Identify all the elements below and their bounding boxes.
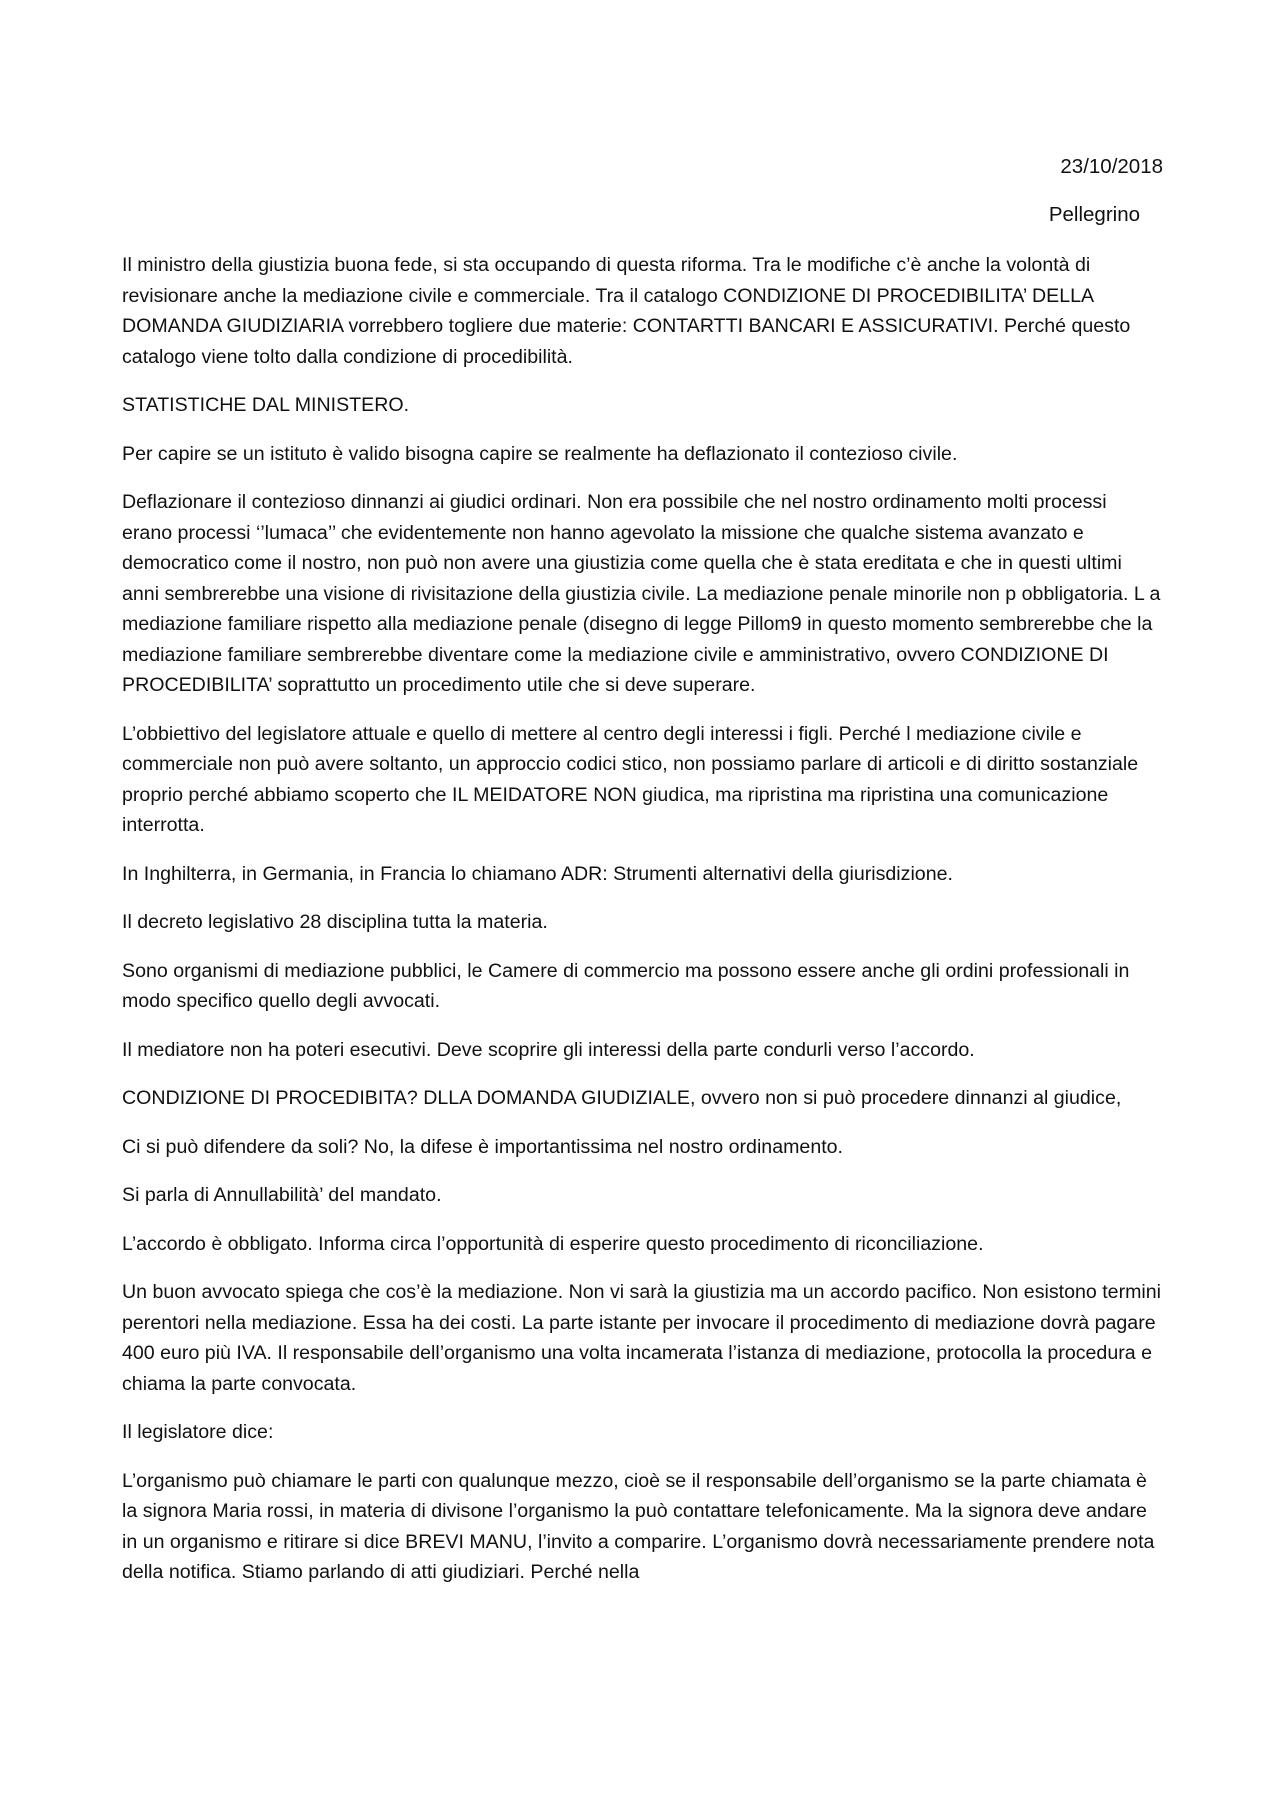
document-author: Pellegrino bbox=[1048, 203, 1140, 226]
paragraph-obbiettivo: L’obbiettivo del legislatore attuale e quello di mettere al centro degli interessi i figli. Perché l mediazione civile e commerciale non può avere soltanto, un approccio codici stico, non possiamo parlare di articoli e di diritto sostanziale proprio perché abbiamo scoperto che IL MEIDATORE NON giudica, ma ripristina ma ripristina una comunicazione interrotta. bbox=[122, 722, 1139, 836]
document-date: 23/10/2018 bbox=[1060, 155, 1163, 178]
paragraph-annullabilita: Si parla di Annullabilità’ del mandato. bbox=[122, 1184, 442, 1206]
paragraph-avvocato: Un buon avvocato spiega che cos’è la mediazione. Non vi sarà la giustizia ma un accordo pacifico. Non esistono termini perentori nella mediazione. Essa ha dei costi. La parte istante per invocare il procedimento di mediazione dovrà pagare 400 euro più IVA. Il responsabile dell’organismo una volta incamerata l’istanza di mediazione, protocolla la procedura e chiama la parte convocata. bbox=[122, 1281, 1162, 1395]
document-body bbox=[122, 250, 1162, 1606]
paragraph-adr: In Inghilterra, in Germania, in Francia lo chiamano ADR: Strumenti alternativi della giurisdizione. bbox=[122, 862, 953, 885]
paragraph-mediatore: Il mediatore non ha poteri esecutivi. Deve scoprire gli interessi della parte condurli verso l’accordo. bbox=[122, 1038, 975, 1061]
paragraph-difesa: Ci si può difendere da soli? No, la difese è importantissima nel nostro ordinamento. bbox=[122, 1135, 843, 1158]
paragraph-organismi: Sono organismi di mediazione pubblici, le Camere di commercio ma possono essere anche gli ordini professionali in modo specifico quello degli avvocati. bbox=[122, 959, 1130, 1012]
paragraph-statistiche: STATISTICHE DAL MINISTERO. bbox=[122, 394, 410, 416]
paragraph-decreto: Il decreto legislativo 28 disciplina tutta la materia. bbox=[122, 911, 548, 933]
paragraph-condizione: CONDIZIONE DI PROCEDIBITA? DLLA DOMANDA GIUDIZIALE, ovvero non si può procedere dinnanzi al giudice, bbox=[122, 1087, 1122, 1109]
paragraph-accordo: L’accordo è obbligato. Informa circa l’opportunità di esperire questo procedimento di riconciliazione. bbox=[122, 1232, 984, 1255]
paragraph-riforma: Il ministro della giustizia buona fede, si sta occupando di questa riforma. Tra le modifiche c’è anche la volontà di revisionare anche la mediazione civile e commerciale. Tra il catalogo CONDIZIONE DI PROCEDIBILITA’ DELLA DOMANDA GIUDIZIARIA vorrebbero togliere due materie: CONTARTTI BANCARI E ASSICURATIVI. Perché questo catalogo viene tolto dalla condizione di procedibilità. bbox=[122, 254, 1131, 368]
paragraph-istituto-valido: Per capire se un istituto è valido bisogna capire se realmente ha deflazionato il contezioso civile. bbox=[122, 442, 958, 465]
paragraph-legislatore: Il legislatore dice: bbox=[122, 1421, 274, 1443]
paragraph-organismo: L’organismo può chiamare le parti con qualunque mezzo, cioè se il responsabile dell’organismo se la parte chiamata è la signora Maria rossi, in materia di divisone l’organismo la può contattare telefonicamente. Ma la signora deve andare in un organismo e ritirare si dice BREVI MANU, l’invito a comparire. L’organismo dovrà necessariamente prendere nota della notifica. Stiamo parlando di atti giudiziari. Perché nella bbox=[122, 1469, 1155, 1583]
paragraph-deflazionare: Deflazionare il contezioso dinnanzi ai giudici ordinari. Non era possibile che nel nostro ordinamento molti processi erano processi ‘’lumaca’’ che evidentemente non hanno agevolato la missione che qualche sistema avanzato e democratico come il nostro, non può non avere una giustizia come quella che è stata ereditata e che in questi ultimi anni sembrerebbe una visione di rivisitazione della giustizia civile. La mediazione penale minorile non p obbligatoria. L a mediazione familiare rispetto alla mediazione penale (disegno di legge Pillom9 in questo momento sembrerebbe che la mediazione familiare sembrerebbe diventare come la mediazione civile e amministrativo, ovvero CONDIZIONE DI PROCEDIBILITA’ soprattutto un procedimento utile che si deve superare. bbox=[122, 491, 1161, 696]
